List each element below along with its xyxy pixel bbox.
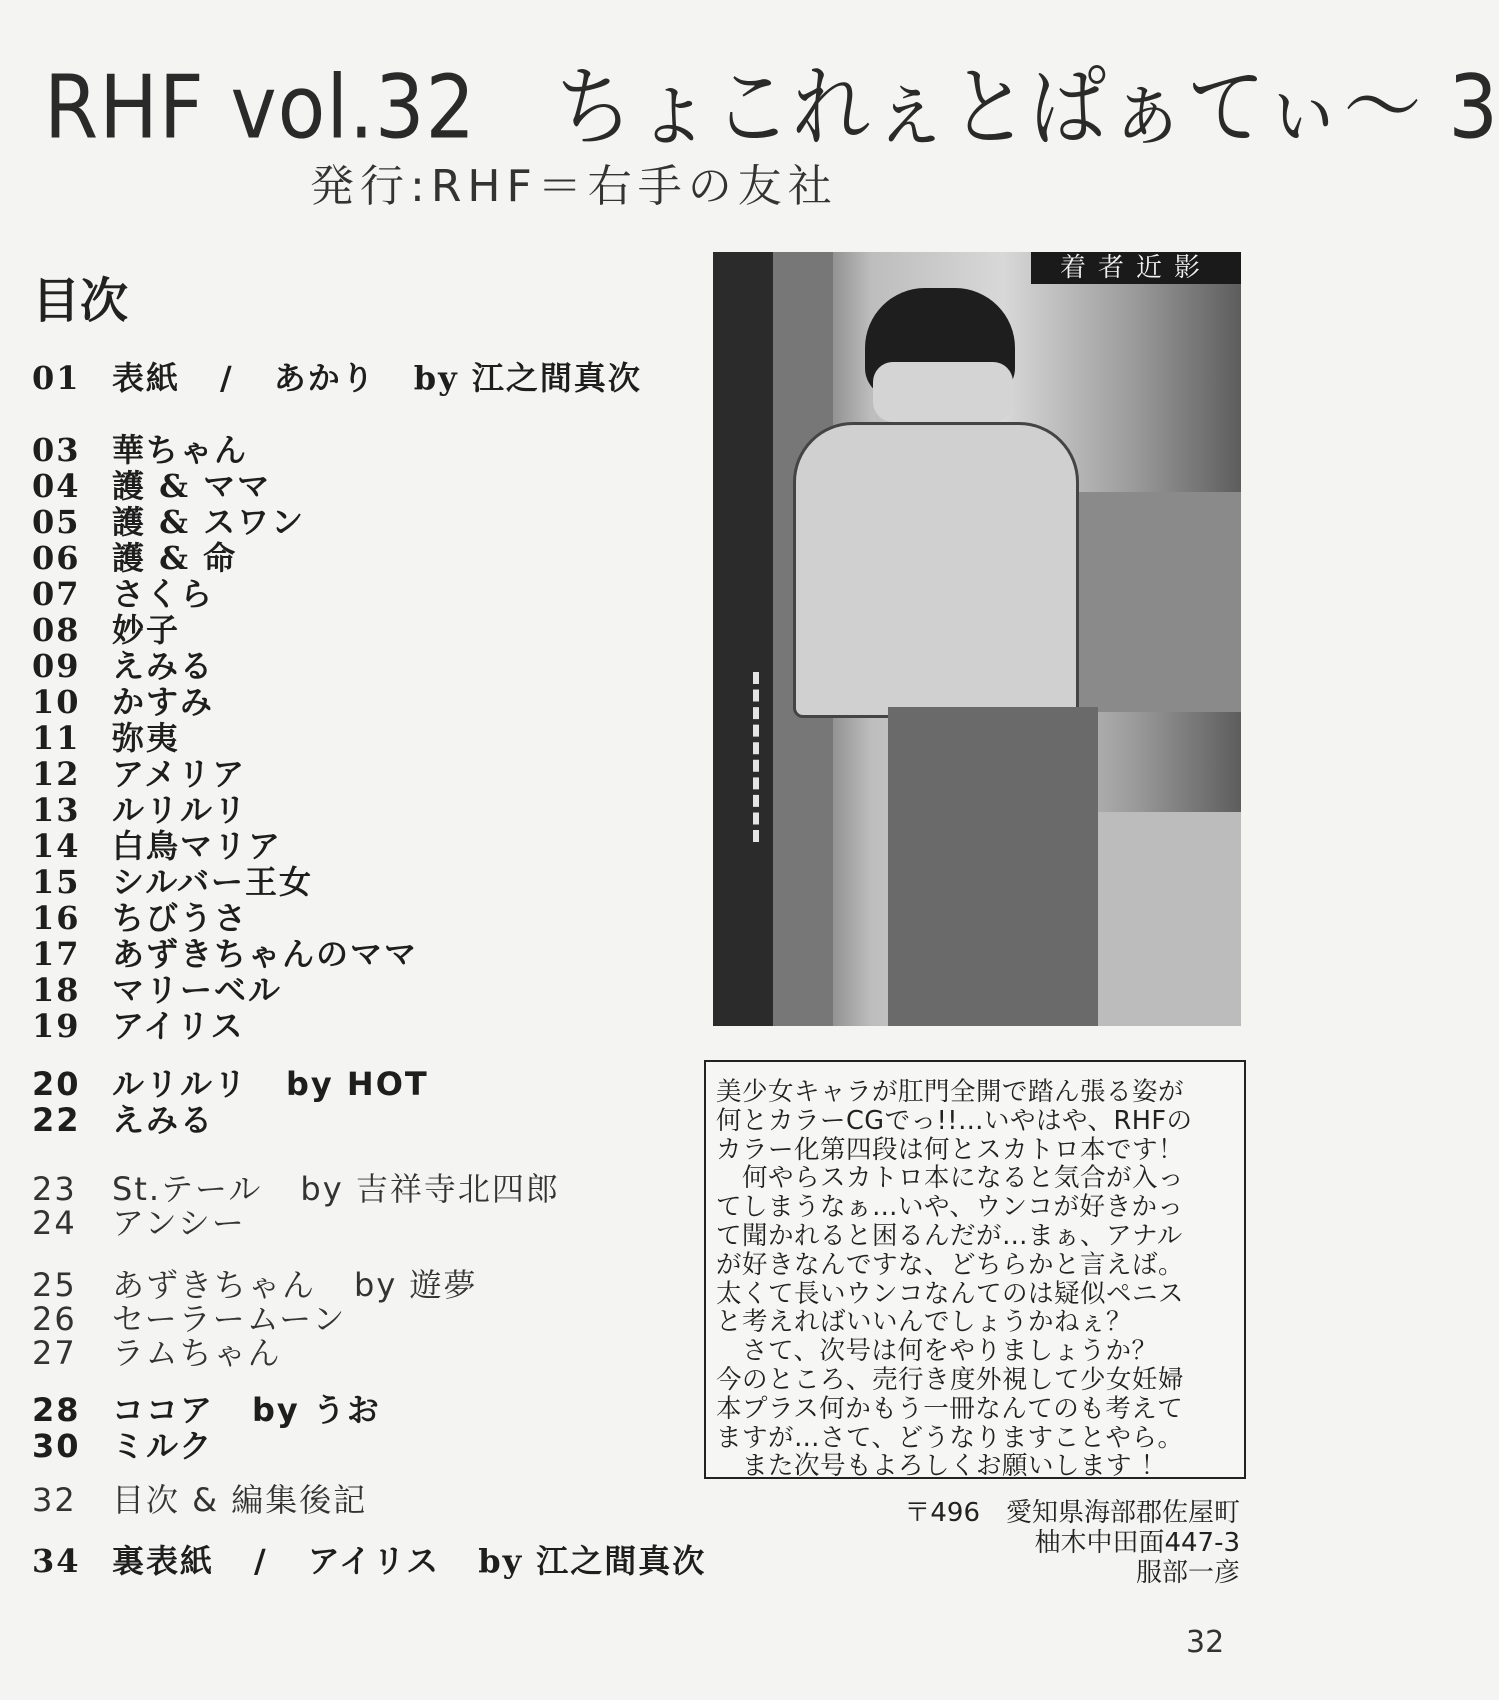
toc-entry-title: シルバー王女 bbox=[112, 863, 313, 901]
toc-entry-author: by うお bbox=[252, 1391, 381, 1429]
toc-entry-title: 目次 & 編集後記 bbox=[112, 1481, 368, 1519]
toc-entry bbox=[32, 1095, 214, 1141]
toc-entry-page: 05 bbox=[32, 503, 81, 541]
toc-entry-page: 23 bbox=[32, 1170, 77, 1208]
toc-entry-title: アイリス bbox=[112, 1007, 245, 1045]
editor-note-box bbox=[704, 1060, 1246, 1482]
toc-entry-title: かすみ bbox=[112, 683, 215, 721]
toc-entry-page: 15 bbox=[32, 863, 81, 901]
toc-entry-page: 28 bbox=[32, 1391, 81, 1429]
photo-figure-legs bbox=[888, 707, 1098, 1026]
toc-entry-page: 16 bbox=[32, 899, 81, 937]
toc-entry bbox=[32, 1536, 706, 1582]
toc-entry-title: えみる bbox=[112, 1101, 215, 1139]
postal-address-line2: 柚木中田面447-3 bbox=[1034, 1528, 1240, 1558]
toc-entry-title: 護 & スワン bbox=[112, 503, 306, 541]
toc-entry-title: 裏表紙 bbox=[112, 1542, 215, 1580]
toc-entry-title: ちびうさ bbox=[112, 899, 249, 937]
toc-entry-title: さくら bbox=[112, 575, 215, 613]
toc-heading: 目次 bbox=[32, 273, 129, 329]
toc-entry-title: 白鳥マリア bbox=[112, 827, 283, 865]
toc-entry-page: 12 bbox=[32, 755, 81, 793]
editor-note-line: 美少女キャラが肛門全開で踏ん張る姿が bbox=[716, 1077, 1185, 1107]
publisher-line: 発行:RHF＝右手の友社 bbox=[310, 161, 838, 212]
toc-entry-page: 32 bbox=[32, 1481, 77, 1519]
author-photo bbox=[713, 252, 1241, 1026]
toc-entry bbox=[32, 1328, 282, 1374]
toc-entry-title: ルリルリ bbox=[112, 791, 249, 829]
toc-entry-title: アメリア bbox=[112, 755, 247, 793]
toc-entry-page: 20 bbox=[32, 1065, 81, 1103]
toc-entry-page: 03 bbox=[32, 431, 81, 469]
editor-note-line: カラー化第四段は何とスカトロ本です！ bbox=[716, 1134, 1185, 1165]
toc-entry-page: 25 bbox=[32, 1266, 77, 1304]
editor-note-line: てしまうなぁ…いや、ウンコが好きかっ bbox=[716, 1192, 1184, 1223]
editor-note-line: と考えればいいんでしょうかねぇ？ bbox=[716, 1307, 1133, 1338]
toc-entry bbox=[32, 1001, 244, 1047]
toc-entry-page: 26 bbox=[32, 1300, 77, 1338]
toc-entry bbox=[32, 1475, 367, 1521]
toc-entry-page: 27 bbox=[32, 1334, 77, 1372]
editor-note-line: 何とカラーCGでっ!!…いやはや、RHFの bbox=[716, 1105, 1193, 1136]
toc-entry-title: ラムちゃん bbox=[112, 1334, 282, 1372]
toc-entry-page: 11 bbox=[32, 719, 81, 757]
toc-entry-separator: / bbox=[220, 359, 234, 397]
toc-entry-author: by HOT bbox=[286, 1065, 429, 1103]
toc-entry-title: 護 & ママ bbox=[112, 467, 272, 505]
toc-entry-page: 07 bbox=[32, 575, 81, 613]
editor-note-line: 今のところ、売行き度外視して少女妊婦 bbox=[716, 1365, 1185, 1395]
editor-note-line: て聞かれると困るんだが…まぁ、アナル bbox=[716, 1221, 1183, 1251]
toc-entry-page: 13 bbox=[32, 791, 81, 829]
toc-entry-title: あずきちゃんのママ bbox=[112, 935, 419, 973]
toc-entry-page: 30 bbox=[32, 1427, 81, 1465]
toc-entry-page: 18 bbox=[32, 971, 81, 1009]
editor-note-line: 何やらスカトロ本になると気合が入っ bbox=[716, 1163, 1185, 1194]
toc-entry-page: 19 bbox=[32, 1007, 81, 1045]
toc-entry-author: by 江之間真次 bbox=[478, 1542, 707, 1580]
toc-entry-character: アイリス bbox=[307, 1542, 441, 1580]
toc-entry-page: 04 bbox=[32, 467, 81, 505]
toc-entry-page: 14 bbox=[32, 827, 81, 865]
editor-note-line: 太くて長いウンコなんてのは疑似ペニス bbox=[716, 1278, 1185, 1309]
toc-entry-title: 弥夷 bbox=[112, 719, 181, 757]
photo-caption: 着者近影 bbox=[1031, 252, 1241, 284]
toc-entry-title: 護 & 命 bbox=[112, 539, 238, 577]
editor-note-line: また次号もよろしくお願いします ！ bbox=[716, 1451, 1167, 1482]
editor-note-line: さて、次号は何をやりましょうか？ bbox=[716, 1336, 1158, 1367]
toc-entry-author: by 吉祥寺北四郎 bbox=[300, 1170, 560, 1208]
toc-entry-title: ミルク bbox=[112, 1427, 214, 1465]
toc-entry-page: 34 bbox=[32, 1542, 81, 1580]
toc-entry-page: 22 bbox=[32, 1101, 81, 1139]
toc-entry-title: アンシー bbox=[112, 1204, 246, 1242]
editor-note-line: が好きなんですな、どちらかと言えば。 bbox=[716, 1249, 1185, 1280]
toc-entry-page: 08 bbox=[32, 611, 81, 649]
toc-entry bbox=[32, 353, 642, 399]
toc-entry-title: 華ちゃん bbox=[112, 431, 249, 469]
toc-entry-page: 10 bbox=[32, 683, 81, 721]
editor-note-line: 本プラス何かもう一冊なんてのも考えて bbox=[716, 1393, 1184, 1424]
toc-entry-title: マリーベル bbox=[112, 971, 283, 1009]
toc-entry-title: 妙子 bbox=[112, 611, 181, 649]
photo-rope bbox=[753, 672, 819, 842]
toc-entry-character: あかり bbox=[273, 359, 376, 397]
toc-entry-title: 表紙 bbox=[112, 359, 181, 397]
editor-note-line: ますが…さて、どうなりますことやら。 bbox=[716, 1422, 1184, 1453]
toc-entry-author: by 江之間真次 bbox=[413, 359, 642, 397]
toc-entry-page: 24 bbox=[32, 1204, 77, 1242]
toc-entry-title: St.テール bbox=[112, 1170, 263, 1208]
photo-figure-torso bbox=[793, 422, 1079, 718]
postal-address-line1: 〒496 愛知県海部郡佐屋町 bbox=[904, 1498, 1240, 1528]
toc-entry-title: えみる bbox=[112, 647, 215, 685]
toc-entry-title: ルリルリ bbox=[112, 1065, 249, 1103]
toc-entry-page: 06 bbox=[32, 539, 81, 577]
toc-entry-page: 09 bbox=[32, 647, 81, 685]
toc-entry-title: セーラームーン bbox=[112, 1300, 347, 1338]
toc-entry-page: 01 bbox=[32, 359, 81, 397]
toc-entry bbox=[32, 1421, 213, 1467]
toc-entry-page: 17 bbox=[32, 935, 81, 973]
toc-entry-author: by 遊夢 bbox=[354, 1266, 478, 1304]
toc-entry-separator: / bbox=[254, 1542, 268, 1580]
toc-entry bbox=[32, 1198, 246, 1244]
issue-title: RHF vol.32 ちょこれぇとぱぁてぃ～ 3 bbox=[44, 58, 1499, 159]
photo-street bbox=[1073, 812, 1241, 1026]
page-number: 32 bbox=[1186, 1625, 1225, 1660]
photo-figure-blindfold bbox=[873, 362, 1013, 422]
toc-entry-title: ココア bbox=[112, 1391, 215, 1429]
postal-address-name: 服部一彦 bbox=[1135, 1558, 1240, 1588]
toc-entry-title: あずきちゃん bbox=[112, 1266, 317, 1304]
